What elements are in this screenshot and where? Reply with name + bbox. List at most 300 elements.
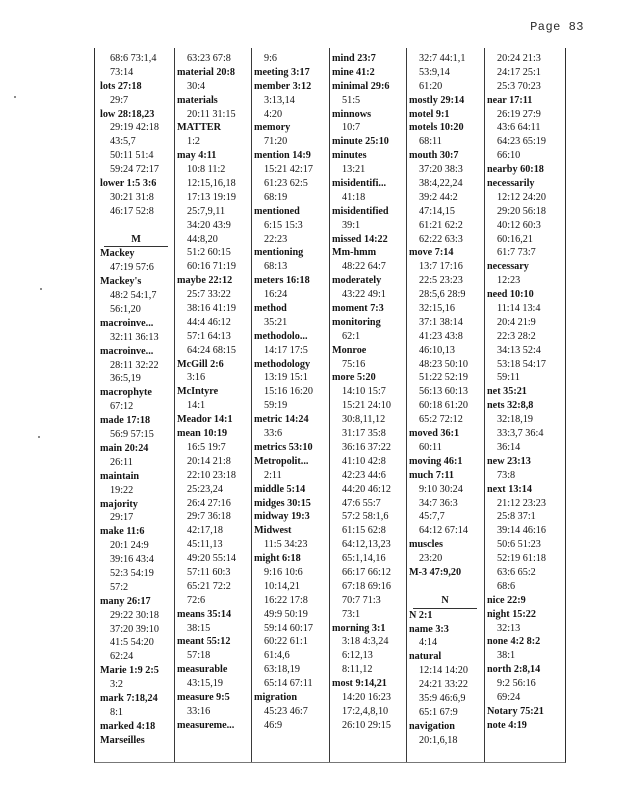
blank-line: [409, 580, 485, 594]
page-references: 10:14,21: [264, 580, 300, 592]
index-column-5: [409, 52, 485, 748]
index-term: necessary: [487, 261, 529, 273]
page-references: 56:13 60:13: [419, 386, 468, 398]
index-term: middle 5:14: [254, 483, 306, 495]
page-references: 45:23 46:7: [264, 705, 308, 717]
index-term: majority: [100, 498, 138, 510]
index-term: McIntyre: [177, 386, 219, 398]
page-references: 56:1,20: [110, 304, 141, 316]
page-references: 62:22 63:3: [419, 233, 463, 245]
index-term: necessarily: [487, 178, 535, 190]
page-references: 65:1 67:9: [419, 706, 458, 718]
page-references: 14:1: [187, 400, 206, 412]
column-divider: [329, 48, 330, 762]
index-term: nearby 60:18: [487, 164, 544, 176]
page-references: 70:7 71:3: [342, 594, 381, 606]
page-references: 25:7,9,11: [187, 205, 226, 217]
index-term: mouth 30:7: [409, 150, 459, 162]
page-references: 60:18 61:20: [419, 400, 468, 412]
page-references: 57:18: [187, 650, 211, 662]
index-column-2: [177, 52, 253, 733]
page-references: 4:20: [264, 108, 283, 120]
index-term: meant 55:12: [177, 636, 231, 648]
page-references: 53:9,14: [419, 66, 450, 78]
page-references: 66:17 66:12: [342, 566, 391, 578]
page-references: 32:18,19: [497, 414, 533, 426]
page-references: 52:3 54:19: [110, 567, 154, 579]
page-references: 15:21 24:10: [342, 400, 391, 412]
page-references: 42:17,18: [187, 525, 223, 537]
page-references: 44:8,20: [187, 233, 218, 245]
page-references: 61:20: [419, 80, 443, 92]
page-references: 35:9 46:6,9: [419, 692, 466, 704]
page-references: 36:16 37:22: [342, 441, 391, 453]
column-divider: [251, 48, 252, 762]
page-references: 4:14: [419, 637, 438, 649]
index-term: might 6:18: [254, 553, 301, 565]
page-references: 8:11,12: [342, 664, 373, 676]
index-term: measureme...: [177, 719, 235, 731]
index-term: move 7:14: [409, 247, 454, 259]
page-references: 29:7 36:18: [187, 511, 231, 523]
scan-speck: [14, 96, 16, 98]
index-term: monitoring: [332, 316, 381, 328]
page-references: 11:5 34:23: [264, 539, 308, 551]
page-references: 15:16 16:20: [264, 386, 313, 398]
scan-speck: [40, 288, 42, 290]
index-term: name 3:3: [409, 623, 449, 635]
page-references: 48:23 50:10: [419, 358, 468, 370]
page-references: 14:20 16:23: [342, 691, 391, 703]
page-references: 38:16 41:19: [187, 303, 236, 315]
page-references: 32:7 44:1,1: [419, 53, 466, 64]
index-term: minnows: [332, 108, 372, 120]
index-term: navigation: [409, 720, 455, 732]
page-references: 38:1: [497, 650, 516, 662]
page-references: 21:12 23:23: [497, 497, 546, 509]
page-references: 48:2 54:1,7: [110, 290, 157, 302]
page-references: 12:15,16,18: [187, 178, 236, 190]
index-term: meters 16:18: [254, 275, 310, 287]
page-references: 13:21: [342, 164, 366, 176]
page-references: 29:20 56:18: [497, 205, 546, 217]
index-term: minutes: [332, 150, 367, 162]
index-term: M-3 47:9,20: [409, 566, 462, 578]
index-column-4: [332, 52, 408, 733]
index-term: may 4:11: [177, 150, 217, 162]
index-term: meeting 3:17: [254, 66, 310, 78]
page-references: 39:16 43:4: [110, 554, 154, 566]
page-number: Page 83: [530, 20, 584, 34]
index-term: Mm-hmm: [332, 247, 377, 259]
page-references: 29:22 30:18: [110, 609, 159, 621]
page-references: 53:18 54:17: [497, 358, 546, 370]
page-references: 30:21 31:8: [110, 191, 154, 203]
page-references: 60:11: [419, 441, 442, 453]
page-references: 37:20 39:10: [110, 623, 159, 635]
index-column-1: [100, 52, 176, 748]
page-references: 26:11: [110, 456, 133, 468]
page-references: 24:21 33:22: [419, 679, 468, 691]
index-term: none 4:2 8:2: [487, 636, 541, 648]
page-references: 68:6 73:1,4: [110, 53, 157, 64]
index-term: methodology: [254, 358, 311, 370]
page-references: 41:18: [342, 191, 366, 203]
index-term: natural: [409, 651, 442, 663]
page-references: 28:11 32:22: [110, 359, 159, 371]
page-references: 60:16,21: [497, 233, 533, 245]
page-references: 65:21 72:2: [187, 580, 231, 592]
index-term: lower 1:5 3:6: [100, 178, 157, 190]
index-term: misidentified: [332, 205, 389, 217]
page-references: 22:10 23:18: [187, 469, 236, 481]
page-references: 20:1 24:9: [110, 540, 149, 552]
index-term: midges 30:15: [254, 497, 311, 509]
page-references: 39:14 46:16: [497, 525, 546, 537]
page-references: 10:8 11:2: [187, 164, 226, 176]
page-references: 33:6: [264, 428, 283, 440]
page-references: 45:7,7: [419, 511, 445, 523]
page-references: 68:11: [419, 136, 442, 148]
page-references: 33:16: [187, 705, 211, 717]
index-term: new 23:13: [487, 455, 531, 467]
page-references: 32:15,16: [419, 303, 455, 315]
page-references: 8:1: [110, 706, 124, 718]
page-references: 37:1 38:14: [419, 316, 463, 328]
index-term: moving 46:1: [409, 455, 463, 467]
index-term: lots 27:18: [100, 80, 142, 92]
page-references: 9:2 56:16: [497, 678, 536, 690]
page-references: 25:3 70:23: [497, 80, 541, 92]
index-term: note 4:19: [487, 719, 527, 731]
page-references: 46:17 52:8: [110, 205, 154, 217]
page-references: 61:7 73:7: [497, 247, 536, 259]
index-term: moved 36:1: [409, 428, 460, 440]
index-term: migration: [254, 691, 298, 703]
page-references: 16:22 17:8: [264, 594, 308, 606]
page-references: 33:3,7 36:4: [497, 428, 544, 440]
index-term: net 35:21: [487, 386, 527, 398]
page-references: 68:19: [264, 191, 288, 203]
index-term: Metropolit...: [254, 455, 309, 467]
page-references: 41:5 54:20: [110, 637, 154, 649]
page-references: 73:8: [497, 469, 516, 481]
page-references: 32:13: [497, 622, 521, 634]
index-term: near 17:11: [487, 94, 533, 106]
index-term: need 10:10: [487, 289, 534, 301]
page-references: 22:23: [264, 233, 288, 245]
page-references: 57:11 60:3: [187, 566, 231, 578]
page-references: 64:23 65:19: [497, 136, 546, 148]
index-term: maintain: [100, 470, 140, 482]
page-references: 12:12 24:20: [497, 191, 546, 203]
index-term: mark 7:18,24: [100, 692, 158, 704]
page-references: 28:5,6 28:9: [419, 289, 466, 301]
index-term: macroinve...: [100, 345, 154, 357]
page-references: 47:19 57:6: [110, 262, 154, 274]
page-references: 59:11: [497, 372, 520, 384]
page-references: 9:16 10:6: [264, 566, 303, 578]
page-references: 59:24 72:17: [110, 164, 159, 176]
page-references: 61:21 62:2: [419, 219, 463, 231]
index-term: measure 9:5: [177, 691, 230, 703]
page-references: 52:19 61:18: [497, 553, 546, 565]
index-term: material 20:8: [177, 66, 235, 78]
page-references: 23:20: [419, 553, 443, 565]
index-term: McGill 2:6: [177, 358, 224, 370]
index-term: Monroe: [332, 344, 367, 356]
page-references: 41:10 42:8: [342, 455, 386, 467]
page-references: 3:2: [110, 679, 124, 691]
column-divider: [174, 48, 175, 762]
index-term: mind 23:7: [332, 53, 376, 64]
page-references: 29:19 42:18: [110, 122, 159, 134]
index-term: Notary 75:21: [487, 705, 544, 717]
page-references: 46:9: [264, 719, 283, 731]
index-term: missed 14:22: [332, 233, 388, 245]
column-divider: [406, 48, 407, 762]
page-references: 10:7: [342, 122, 361, 134]
index-term: minute 25:10: [332, 136, 389, 148]
index-term: morning 3:1: [332, 622, 386, 634]
page-references: 73:14: [110, 66, 134, 78]
page-references: 29:7: [110, 94, 129, 106]
page-references: 15:21 42:17: [264, 164, 313, 176]
page-references: 57:2 58:1,6: [342, 511, 389, 523]
column-divider: [484, 48, 485, 762]
page-references: 12:14 14:20: [419, 665, 468, 677]
page-references: 65:2 72:12: [419, 414, 463, 426]
index-term: mention 14:9: [254, 150, 311, 162]
index-term: midway 19:3: [254, 511, 310, 523]
index-term: night 15:22: [487, 608, 536, 620]
index-term: metric 14:24: [254, 414, 309, 426]
page-references: 64:24 68:15: [187, 344, 236, 356]
index-term: method: [254, 303, 287, 315]
page-references: 3:13,14: [264, 94, 295, 106]
index-term: north 2:8,14: [487, 664, 541, 676]
page-references: 48:22 64:7: [342, 261, 386, 273]
page-references: 64:12 67:14: [419, 525, 468, 537]
index-term: mentioned: [254, 205, 300, 217]
page-references: 9:10 30:24: [419, 483, 463, 495]
index-term: misidentifi...: [332, 178, 387, 190]
page-references: 22:5 23:23: [419, 275, 463, 287]
page-references: 72:6: [187, 594, 206, 606]
index-term: macroinve...: [100, 317, 154, 329]
page-references: 64:12,13,23: [342, 539, 391, 551]
page-references: 75:16: [342, 358, 366, 370]
page-references: 57:2: [110, 581, 129, 593]
page-references: 11:14 13:4: [497, 303, 541, 315]
page-references: 1:2: [187, 136, 201, 148]
index-term: Mackey's: [100, 276, 142, 288]
index-term: motel 9:1: [409, 108, 450, 120]
index-term: measurable: [177, 664, 228, 676]
page-references: 66:10: [497, 150, 521, 162]
page-references: 20:14 21:8: [187, 455, 231, 467]
page-references: 29:17: [110, 512, 134, 524]
page-references: 35:21: [264, 316, 288, 328]
index-term: low 28:18,23: [100, 108, 155, 120]
page-references: 38:4,22,24: [419, 178, 463, 190]
section-letter: N: [413, 594, 477, 609]
page-references: 25:7 33:22: [187, 289, 231, 301]
page-references: 37:20 38:3: [419, 164, 463, 176]
index-term: more 5:20: [332, 372, 376, 384]
page-references: 51:2 60:15: [187, 247, 231, 259]
index-term: MATTER: [177, 122, 221, 134]
index-term: mostly 29:14: [409, 94, 465, 106]
index-term: mentioning: [254, 247, 304, 259]
page-references: 67:18 69:16: [342, 580, 391, 592]
page-references: 17:13 19:19: [187, 191, 236, 203]
index-term: nets 32:8,8: [487, 400, 534, 412]
page-references: 47:6 55:7: [342, 497, 381, 509]
page-references: 56:9 57:15: [110, 429, 154, 441]
page-references: 60:16 71:19: [187, 261, 236, 273]
page-references: 22:3 28:2: [497, 330, 536, 342]
index-term: next 13:14: [487, 483, 532, 495]
section-letter: M: [104, 233, 168, 248]
index-term: N 2:1: [409, 609, 433, 621]
page-references: 43:15,19: [187, 678, 223, 690]
index-term: moment 7:3: [332, 303, 384, 315]
index-term: most 9:14,21: [332, 678, 387, 690]
page-references: 26:10 29:15: [342, 719, 391, 731]
page-references: 43:22 49:1: [342, 289, 386, 301]
page-references: 61:15 62:8: [342, 525, 386, 537]
scan-speck: [38, 436, 40, 438]
page-references: 59:19: [264, 400, 288, 412]
page-references: 45:11,13: [187, 539, 223, 551]
page-references: 62:1: [342, 330, 361, 342]
page-references: 49:20 55:14: [187, 553, 236, 565]
page-references: 32:11 36:13: [110, 331, 159, 343]
page-references: 41:23 43:8: [419, 330, 463, 342]
index-term: made 17:18: [100, 415, 151, 427]
index-column-3: [254, 52, 330, 733]
blank-line: [100, 219, 176, 233]
index-term: minimal 29:6: [332, 80, 390, 92]
page-references: 6:12,13: [342, 650, 373, 662]
page-references: 3:16: [187, 372, 206, 384]
index-term: Marie 1:9 2:5: [100, 665, 159, 677]
page-references: 43:6 64:11: [497, 122, 541, 134]
index-term: maybe 22:12: [177, 275, 233, 287]
page-references: 47:14,15: [419, 205, 455, 217]
page-references: 42:23 44:6: [342, 469, 386, 481]
index-term: main 20:24: [100, 442, 149, 454]
page-references: 24:17 25:1: [497, 66, 541, 78]
index-term: nice 22:9: [487, 594, 526, 606]
index-term: Meador 14:1: [177, 414, 233, 426]
page-references: 39:1: [342, 219, 361, 231]
page-references: 63:6 65:2: [497, 566, 536, 578]
page-references: 44:20 46:12: [342, 483, 391, 495]
index-term: marked 4:18: [100, 720, 156, 732]
page-references: 20:11 31:15: [187, 108, 236, 120]
page-references: 6:15 15:3: [264, 219, 303, 231]
page-references: 17:2,4,8,10: [342, 705, 389, 717]
page-references: 57:1 64:13: [187, 330, 231, 342]
page-references: 26:4 27:16: [187, 497, 231, 509]
page-references: 62:24: [110, 651, 134, 663]
page-references: 14:17 17:5: [264, 344, 308, 356]
page-references: 19:22: [110, 484, 134, 496]
page-references: 20:4 21:9: [497, 316, 536, 328]
index-term: moderately: [332, 275, 382, 287]
page-references: 31:17 35:8: [342, 428, 386, 440]
index-term: mine 41:2: [332, 66, 375, 78]
page-references: 60:22 61:1: [264, 636, 308, 648]
page-references: 30:4: [187, 80, 206, 92]
page-references: 61:23 62:5: [264, 178, 308, 190]
page-references: 25:23,24: [187, 483, 223, 495]
index-term: much 7:11: [409, 469, 454, 481]
page-references: 49:9 50:19: [264, 608, 308, 620]
page-references: 69:24: [497, 691, 521, 703]
index-term: muscles: [409, 539, 443, 551]
page-references: 44:4 46:12: [187, 316, 231, 328]
index-term: Marseilles: [100, 734, 145, 746]
page-references: 16:24: [264, 289, 288, 301]
page-references: 68:13: [264, 261, 288, 273]
index-term: macrophyte: [100, 387, 152, 399]
page-references: 51:5: [342, 94, 361, 106]
page-references: 51:22 52:19: [419, 372, 468, 384]
page-references: 3:18 4:3,24: [342, 636, 389, 648]
page-references: 36:5,19: [110, 373, 141, 385]
page-references: 36:14: [497, 441, 521, 453]
page-references: 59:14 60:17: [264, 622, 313, 634]
page-references: 9:6: [264, 53, 278, 64]
page-references: 12:23: [497, 275, 521, 287]
page-references: 63:23 67:8: [187, 53, 231, 64]
page-references: 65:1,14,16: [342, 553, 386, 565]
page-references: 34:20 43:9: [187, 219, 231, 231]
page-references: 71:20: [264, 136, 288, 148]
index-term: metrics 53:10: [254, 441, 313, 453]
page-references: 50:11 51:4: [110, 150, 154, 162]
page-references: 16:5 19:7: [187, 441, 226, 453]
page-references: 34:7 36:3: [419, 497, 458, 509]
page-references: 40:12 60:3: [497, 219, 541, 231]
page-references: 61:4,6: [264, 650, 290, 662]
page-references: 34:13 52:4: [497, 344, 541, 356]
index-term: materials: [177, 94, 218, 106]
page-references: 20:1,6,18: [419, 734, 458, 746]
page-references: 43:5,7: [110, 136, 136, 148]
page-references: 30:8,11,12: [342, 414, 386, 426]
page-references: 13:7 17:16: [419, 261, 463, 273]
page-references: 14:10 15:7: [342, 386, 386, 398]
page-references: 26:19 27:9: [497, 108, 541, 120]
index-term: means 35:14: [177, 608, 232, 620]
page-references: 13:19 15:1: [264, 372, 308, 384]
page-references: 50:6 51:23: [497, 539, 541, 551]
page-references: 38:15: [187, 622, 211, 634]
index-term: methodolo...: [254, 330, 308, 342]
index-term: member 3:12: [254, 80, 312, 92]
page-references: 46:10,13: [419, 344, 455, 356]
index-term: Mackey: [100, 248, 135, 260]
page-references: 63:18,19: [264, 664, 300, 676]
index-term: many 26:17: [100, 595, 151, 607]
page-references: 67:12: [110, 401, 134, 413]
page-references: 39:2 44:2: [419, 191, 458, 203]
page-references: 25:8 37:1: [497, 511, 536, 523]
